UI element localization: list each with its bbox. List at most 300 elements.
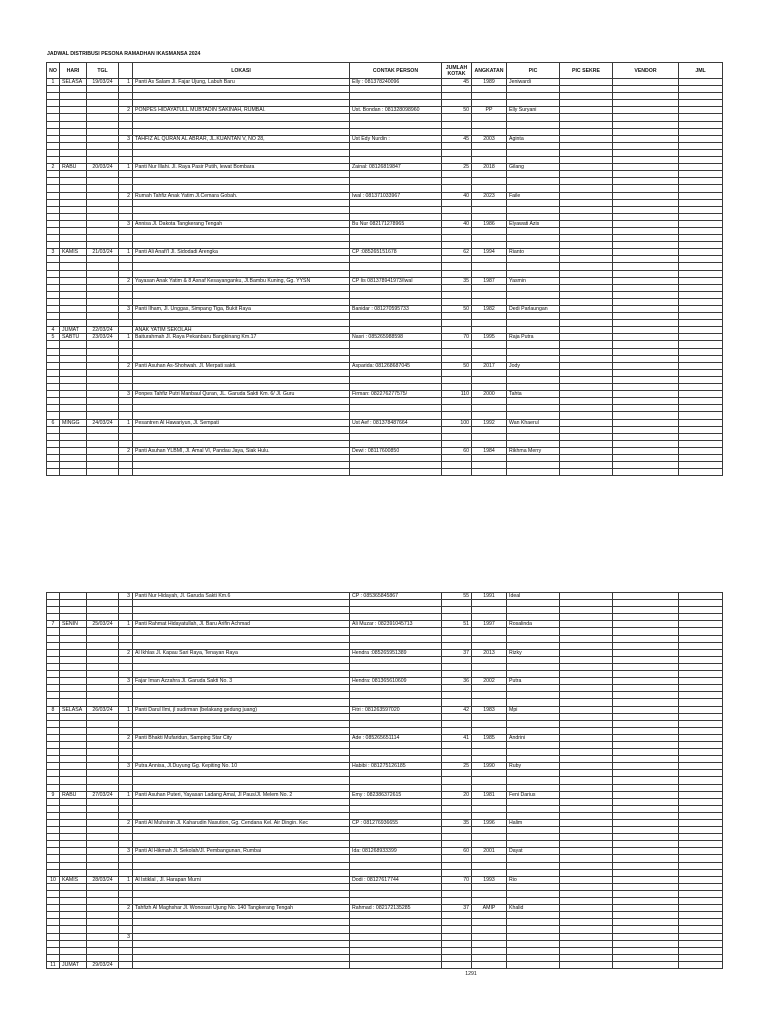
table-row — [47, 79, 723, 86]
cell-vendor — [613, 206, 679, 213]
cell-no — [47, 341, 60, 348]
cell-angkatan — [472, 433, 507, 440]
cell-vendor — [613, 741, 679, 748]
cell-no — [47, 469, 60, 476]
cell-jumlah-kotak — [442, 940, 472, 947]
cell-index — [119, 206, 133, 213]
cell-lokasi — [133, 805, 350, 812]
cell-jumlah-kotak — [442, 720, 472, 727]
cell-hari — [60, 149, 87, 156]
cell-angkatan — [472, 741, 507, 748]
cell-jumlah-kotak: 55 — [442, 593, 472, 600]
cell-hari — [60, 242, 87, 249]
cell-index — [119, 149, 133, 156]
cell-pic-sekre — [560, 763, 613, 770]
cell-angkatan — [472, 100, 507, 107]
cell-jml — [679, 277, 723, 284]
cell-vendor — [613, 291, 679, 298]
cell-pic — [507, 926, 560, 933]
cell-hari — [60, 107, 87, 114]
table-row — [47, 720, 723, 727]
cell-pic-sekre — [560, 206, 613, 213]
cell-jumlah-kotak — [442, 883, 472, 890]
table-row — [47, 671, 723, 678]
table-row — [47, 820, 723, 827]
cell-angkatan — [472, 614, 507, 621]
cell-hari — [60, 270, 87, 277]
cell-tgl — [87, 600, 119, 607]
cell-jml — [679, 777, 723, 784]
cell-lokasi — [133, 454, 350, 461]
cell-jml — [679, 462, 723, 469]
cell-no — [47, 614, 60, 621]
cell-index — [119, 320, 133, 327]
cell-angkatan — [472, 171, 507, 178]
cell-tgl — [87, 107, 119, 114]
cell-contak-person — [350, 142, 442, 149]
cell-hari — [60, 426, 87, 433]
cell-jumlah-kotak — [442, 206, 472, 213]
cell-index — [119, 355, 133, 362]
cell-no — [47, 235, 60, 242]
cell-contak-person — [350, 912, 442, 919]
cell-jml — [679, 270, 723, 277]
cell-index: 3 — [119, 220, 133, 227]
cell-contak-person — [350, 355, 442, 362]
cell-index — [119, 86, 133, 93]
cell-vendor — [613, 249, 679, 256]
cell-no — [47, 848, 60, 855]
cell-lokasi — [133, 635, 350, 642]
cell-contak-person — [350, 121, 442, 128]
cell-pic-sekre — [560, 227, 613, 234]
cell-jml — [679, 961, 723, 968]
cell-lokasi — [133, 713, 350, 720]
cell-pic-sekre — [560, 635, 613, 642]
cell-pic-sekre — [560, 242, 613, 249]
cell-jml — [679, 376, 723, 383]
cell-index — [119, 713, 133, 720]
cell-pic — [507, 883, 560, 890]
cell-jml — [679, 600, 723, 607]
cell-tgl — [87, 628, 119, 635]
table-row — [47, 628, 723, 635]
cell-index — [119, 341, 133, 348]
cell-hari: KAMIS — [60, 249, 87, 256]
cell-jumlah-kotak: 41 — [442, 734, 472, 741]
cell-contak-person — [350, 600, 442, 607]
cell-lokasi — [133, 227, 350, 234]
cell-pic-sekre — [560, 663, 613, 670]
cell-angkatan — [472, 178, 507, 185]
cell-jumlah-kotak — [442, 869, 472, 876]
cell-index — [119, 692, 133, 699]
cell-no — [47, 171, 60, 178]
cell-no — [47, 898, 60, 905]
cell-pic — [507, 947, 560, 954]
cell-contak-person — [350, 426, 442, 433]
cell-contak-person — [350, 213, 442, 220]
cell-vendor — [613, 157, 679, 164]
cell-pic-sekre — [560, 820, 613, 827]
cell-tgl: 20/03/24 — [87, 164, 119, 171]
cell-tgl — [87, 820, 119, 827]
cell-jml — [679, 905, 723, 912]
cell-lokasi — [133, 699, 350, 706]
cell-jumlah-kotak — [442, 890, 472, 897]
cell-jml — [679, 454, 723, 461]
cell-lokasi — [133, 855, 350, 862]
cell-hari — [60, 834, 87, 841]
cell-jml — [679, 384, 723, 391]
cell-contak-person — [350, 614, 442, 621]
cell-vendor — [613, 678, 679, 685]
table-row — [47, 369, 723, 376]
cell-vendor — [613, 770, 679, 777]
cell-hari — [60, 727, 87, 734]
cell-pic — [507, 284, 560, 291]
cell-contak-person: Ust Aef : 081378487664 — [350, 419, 442, 426]
table-row — [47, 171, 723, 178]
cell-lokasi: Panti Darul Ilmi, jl sudirman (belakang gedung juang) — [133, 706, 350, 713]
table-row — [47, 100, 723, 107]
cell-contak-person — [350, 656, 442, 663]
cell-tgl: 23/03/24 — [87, 334, 119, 341]
cell-contak-person — [350, 242, 442, 249]
cell-lokasi — [133, 741, 350, 748]
cell-jml — [679, 86, 723, 93]
cell-jumlah-kotak — [442, 469, 472, 476]
cell-pic-sekre — [560, 384, 613, 391]
cell-no: 11 — [47, 961, 60, 968]
cell-vendor — [613, 607, 679, 614]
cell-jumlah-kotak — [442, 327, 472, 334]
cell-lokasi — [133, 777, 350, 784]
cell-angkatan — [472, 926, 507, 933]
cell-lokasi — [133, 142, 350, 149]
table-row — [47, 933, 723, 940]
cell-angkatan — [472, 685, 507, 692]
cell-lokasi: Putra Annisa, Jl.Duyung Gg. Kepiting No. 10 — [133, 763, 350, 770]
cell-vendor — [613, 128, 679, 135]
cell-tgl — [87, 149, 119, 156]
cell-tgl — [87, 890, 119, 897]
cell-lokasi: Panti Bhakti Mufaridun, Samping Star City — [133, 734, 350, 741]
cell-contak-person: CP :085265151678 — [350, 249, 442, 256]
cell-pic-sekre — [560, 883, 613, 890]
cell-hari — [60, 671, 87, 678]
cell-tgl — [87, 798, 119, 805]
cell-tgl: 21/03/24 — [87, 249, 119, 256]
cell-hari — [60, 384, 87, 391]
cell-contak-person: CP : 085365845867 — [350, 593, 442, 600]
cell-pic-sekre — [560, 298, 613, 305]
cell-index — [119, 426, 133, 433]
cell-pic-sekre — [560, 954, 613, 961]
cell-index — [119, 213, 133, 220]
cell-jumlah-kotak — [442, 157, 472, 164]
table-row — [47, 426, 723, 433]
cell-lokasi — [133, 178, 350, 185]
cell-index — [119, 348, 133, 355]
cell-pic — [507, 376, 560, 383]
cell-lokasi — [133, 313, 350, 320]
cell-lokasi: Panti Ilham, Jl. Unggas, Simpang Tiga, Bukit Raya — [133, 306, 350, 313]
cell-pic — [507, 263, 560, 270]
cell-angkatan — [472, 961, 507, 968]
cell-vendor — [613, 642, 679, 649]
cell-tgl — [87, 649, 119, 656]
cell-jumlah-kotak — [442, 749, 472, 756]
cell-pic: Gilang — [507, 164, 560, 171]
cell-lokasi — [133, 348, 350, 355]
cell-index — [119, 263, 133, 270]
header-lokasi: LOKASI — [133, 63, 350, 79]
cell-jml — [679, 440, 723, 447]
cell-jml — [679, 405, 723, 412]
cell-no — [47, 391, 60, 398]
table-row — [47, 805, 723, 812]
cell-angkatan: 1989 — [472, 79, 507, 86]
cell-no — [47, 348, 60, 355]
cell-hari — [60, 720, 87, 727]
table-row — [47, 663, 723, 670]
cell-pic: Elly Suryani — [507, 107, 560, 114]
cell-contak-person — [350, 720, 442, 727]
cell-contak-person — [350, 663, 442, 670]
cell-index — [119, 798, 133, 805]
cell-pic — [507, 770, 560, 777]
cell-pic-sekre — [560, 699, 613, 706]
cell-index: 3 — [119, 678, 133, 685]
cell-no — [47, 220, 60, 227]
table-row — [47, 926, 723, 933]
cell-hari — [60, 447, 87, 454]
cell-angkatan — [472, 699, 507, 706]
cell-pic-sekre — [560, 791, 613, 798]
cell-jml — [679, 820, 723, 827]
cell-contak-person — [350, 149, 442, 156]
cell-angkatan — [472, 142, 507, 149]
cell-angkatan — [472, 898, 507, 905]
cell-tgl — [87, 841, 119, 848]
cell-no — [47, 720, 60, 727]
cell-pic: Putra — [507, 678, 560, 685]
table-row — [47, 398, 723, 405]
cell-index — [119, 121, 133, 128]
cell-contak-person — [350, 919, 442, 926]
cell-jumlah-kotak — [442, 692, 472, 699]
cell-lokasi — [133, 256, 350, 263]
cell-jml — [679, 79, 723, 86]
cell-tgl — [87, 199, 119, 206]
cell-angkatan: 1982 — [472, 306, 507, 313]
cell-index — [119, 93, 133, 100]
cell-lokasi: Panti Nur Hidayah, Jl. Garuda Sakti Km.6 — [133, 593, 350, 600]
cell-hari — [60, 663, 87, 670]
cell-vendor — [613, 649, 679, 656]
cell-vendor — [613, 919, 679, 926]
cell-angkatan — [472, 784, 507, 791]
cell-jumlah-kotak — [442, 256, 472, 263]
table-row — [47, 954, 723, 961]
cell-index — [119, 898, 133, 905]
cell-pic: Rianto — [507, 249, 560, 256]
cell-pic-sekre — [560, 841, 613, 848]
cell-index: 1 — [119, 876, 133, 883]
cell-pic — [507, 834, 560, 841]
cell-angkatan — [472, 114, 507, 121]
cell-hari — [60, 206, 87, 213]
cell-vendor — [613, 890, 679, 897]
cell-pic-sekre — [560, 412, 613, 419]
cell-no — [47, 727, 60, 734]
cell-index — [119, 756, 133, 763]
cell-index: 2 — [119, 192, 133, 199]
cell-pic — [507, 270, 560, 277]
cell-no — [47, 142, 60, 149]
cell-angkatan: 1994 — [472, 249, 507, 256]
cell-contak-person — [350, 348, 442, 355]
cell-index — [119, 961, 133, 968]
cell-vendor — [613, 462, 679, 469]
cell-index: 3 — [119, 391, 133, 398]
cell-angkatan — [472, 756, 507, 763]
cell-hari — [60, 391, 87, 398]
cell-contak-person — [350, 741, 442, 748]
cell-no — [47, 940, 60, 947]
cell-vendor — [613, 720, 679, 727]
cell-vendor — [613, 628, 679, 635]
cell-jumlah-kotak — [442, 727, 472, 734]
cell-pic-sekre — [560, 876, 613, 883]
cell-tgl — [87, 440, 119, 447]
table-row — [47, 86, 723, 93]
cell-jml — [679, 369, 723, 376]
table-row — [47, 649, 723, 656]
cell-angkatan — [472, 242, 507, 249]
cell-contak-person — [350, 947, 442, 954]
cell-contak-person — [350, 227, 442, 234]
cell-hari — [60, 454, 87, 461]
cell-index — [119, 912, 133, 919]
cell-contak-person — [350, 171, 442, 178]
cell-index — [119, 270, 133, 277]
cell-no — [47, 93, 60, 100]
cell-pic-sekre — [560, 869, 613, 876]
cell-pic-sekre — [560, 327, 613, 334]
cell-contak-person — [350, 855, 442, 862]
cell-angkatan — [472, 671, 507, 678]
table-row — [47, 756, 723, 763]
header-pic: PIC — [507, 63, 560, 79]
cell-jml — [679, 713, 723, 720]
table-row — [47, 763, 723, 770]
cell-vendor — [613, 419, 679, 426]
cell-jumlah-kotak — [442, 178, 472, 185]
cell-pic-sekre — [560, 720, 613, 727]
cell-angkatan: 2018 — [472, 164, 507, 171]
cell-no — [47, 462, 60, 469]
cell-no — [47, 149, 60, 156]
cell-index: 1 — [119, 706, 133, 713]
cell-tgl — [87, 298, 119, 305]
table-row — [47, 149, 723, 156]
cell-jumlah-kotak — [442, 812, 472, 819]
cell-jml — [679, 954, 723, 961]
cell-jumlah-kotak: 36 — [442, 678, 472, 685]
table-row — [47, 791, 723, 798]
cell-lokasi — [133, 426, 350, 433]
cell-angkatan: 2013 — [472, 649, 507, 656]
cell-no — [47, 227, 60, 234]
cell-jumlah-kotak — [442, 805, 472, 812]
cell-vendor — [613, 784, 679, 791]
cell-lokasi — [133, 263, 350, 270]
cell-no — [47, 185, 60, 192]
cell-vendor — [613, 454, 679, 461]
cell-jumlah-kotak: 50 — [442, 107, 472, 114]
cell-vendor — [613, 341, 679, 348]
cell-hari: MINGG — [60, 419, 87, 426]
cell-jumlah-kotak — [442, 199, 472, 206]
cell-hari — [60, 699, 87, 706]
cell-tgl — [87, 412, 119, 419]
cell-lokasi — [133, 926, 350, 933]
cell-no: 8 — [47, 706, 60, 713]
cell-pic: Dedi Parlaungan — [507, 306, 560, 313]
cell-index — [119, 291, 133, 298]
cell-angkatan — [472, 121, 507, 128]
cell-contak-person — [350, 671, 442, 678]
cell-hari — [60, 827, 87, 834]
cell-jml — [679, 827, 723, 834]
cell-no — [47, 157, 60, 164]
cell-vendor — [613, 749, 679, 756]
cell-jml — [679, 391, 723, 398]
cell-jml — [679, 628, 723, 635]
cell-lokasi: Panti As Salam Jl. Fajar Ujung, Labuh Baru — [133, 79, 350, 86]
cell-lokasi — [133, 898, 350, 905]
table-row — [47, 614, 723, 621]
cell-vendor — [613, 298, 679, 305]
cell-index — [119, 185, 133, 192]
cell-pic-sekre — [560, 855, 613, 862]
cell-contak-person — [350, 178, 442, 185]
cell-tgl: 22/03/24 — [87, 327, 119, 334]
cell-pic: Rikhma Merry — [507, 447, 560, 454]
cell-vendor — [613, 135, 679, 142]
cell-no — [47, 656, 60, 663]
cell-pic — [507, 862, 560, 869]
cell-contak-person: Asparida: 081268687045 — [350, 362, 442, 369]
cell-no — [47, 770, 60, 777]
cell-contak-person — [350, 961, 442, 968]
cell-contak-person: Hendra :085265951389 — [350, 649, 442, 656]
cell-pic-sekre — [560, 749, 613, 756]
cell-vendor — [613, 384, 679, 391]
header-vendor: VENDOR — [613, 63, 679, 79]
cell-angkatan — [472, 947, 507, 954]
cell-contak-person — [350, 128, 442, 135]
cell-hari — [60, 649, 87, 656]
cell-lokasi — [133, 692, 350, 699]
cell-hari — [60, 777, 87, 784]
cell-index: 1 — [119, 621, 133, 628]
cell-vendor — [613, 199, 679, 206]
cell-hari — [60, 178, 87, 185]
cell-lokasi — [133, 961, 350, 968]
